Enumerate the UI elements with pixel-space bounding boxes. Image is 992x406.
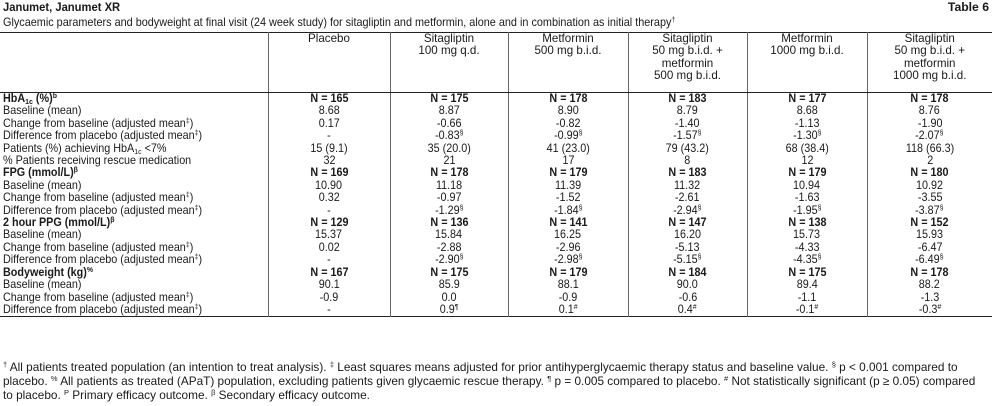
cell-text: N = 179 xyxy=(548,166,588,180)
cell-footnote-mark: § xyxy=(940,128,944,138)
column-header-3 xyxy=(508,33,628,93)
cell-text: N = 178 xyxy=(910,92,949,105)
row-label-tail: ) xyxy=(198,203,203,217)
row-label-tail: ) xyxy=(189,191,194,205)
row-label-tail: (%) xyxy=(32,92,53,105)
cell-text: -2.98 xyxy=(553,253,579,267)
cell-text: N = 178 xyxy=(548,92,588,105)
footnote-mark: ¶ xyxy=(547,374,552,384)
cell-text: -5.15 xyxy=(673,253,698,267)
cell-text: -2.88 xyxy=(436,240,462,254)
footnote-text: Primary efficacy outcome. xyxy=(69,388,212,403)
cell-text: N = 169 xyxy=(309,166,349,180)
cell-text: N = 177 xyxy=(787,92,827,105)
cell-text: N = 178 xyxy=(429,166,469,180)
footnote-text: Least squares means adjusted for prior antihyperglycaemic therapy status and baseline value. xyxy=(334,360,832,374)
footnote-text: p < 0.001 compared to placebo. xyxy=(3,360,958,389)
column-header-4 xyxy=(628,33,747,93)
cell-text: -5.13 xyxy=(675,240,700,254)
column-header-line: Metformin xyxy=(781,32,833,45)
cell-footnote-mark: # xyxy=(814,301,819,311)
cell-text: -1.57 xyxy=(673,129,698,143)
cell-text: -4.35 xyxy=(792,253,818,267)
cell-text: -6.47 xyxy=(917,240,943,254)
row-label-main: Difference from placebo (adjusted mean xyxy=(3,253,195,267)
cell-text: N = 183 xyxy=(668,92,707,105)
table-body xyxy=(0,93,992,317)
cell-text: 88.2 xyxy=(919,278,941,292)
cell-footnote-mark: § xyxy=(817,202,822,212)
cell-text: N = 175 xyxy=(429,265,469,279)
cell-text: 16.20 xyxy=(673,228,701,242)
cell-text: N = 184 xyxy=(668,265,707,279)
row-label-subscript: 1c xyxy=(25,97,33,106)
row-label-main: Patients (%) achieving HbA xyxy=(3,141,135,155)
header-row xyxy=(0,33,992,93)
row-label-footnote-mark: β xyxy=(110,215,115,225)
cell-text: 8.79 xyxy=(676,104,698,118)
row-label-main: Change from baseline (adjusted mean xyxy=(3,290,186,304)
column-header-5 xyxy=(747,33,867,93)
cell-text: 8.68 xyxy=(318,104,340,118)
table-row xyxy=(0,205,992,217)
caption-footnote-mark: † xyxy=(671,15,676,24)
column-header-line: 1000 mg b.i.d. xyxy=(893,69,967,83)
cell-text: 89.4 xyxy=(796,278,818,292)
cell-text: -0.9 xyxy=(319,290,339,304)
row-label-footnote-mark: ‡ xyxy=(194,301,199,311)
row-label-main: Difference from placebo (adjusted mean xyxy=(3,302,195,316)
footnote-text: Not statistically significant (p ≥ 0.05) compared to placebo. xyxy=(3,374,976,403)
cell-text: N = 175 xyxy=(787,265,827,279)
row-label-tail: ) xyxy=(198,129,203,143)
column-header-line: metformin xyxy=(661,56,714,70)
cell-text: 2 xyxy=(926,154,933,168)
cell-text: N = 147 xyxy=(668,216,707,230)
row-label-footnote-mark: ‡ xyxy=(185,289,190,299)
cell-text: -1.1 xyxy=(797,290,817,304)
cell-text: -2.94 xyxy=(673,203,698,217)
column-header-line: 1000 mg b.i.d. xyxy=(770,44,844,58)
cell-text: -2.90 xyxy=(434,253,460,267)
cell-text: -3.55 xyxy=(917,191,943,205)
footnote-text: All patients treated population (an intention to treat analysis). xyxy=(7,360,330,374)
column-header-6 xyxy=(867,33,992,93)
cell-text: 90.1 xyxy=(318,278,340,292)
cell-text: 11.32 xyxy=(674,178,701,192)
cell-text: 0.17 xyxy=(318,116,340,130)
cell-text: -2.96 xyxy=(555,240,581,254)
cell-text: 118 (66.3) xyxy=(905,141,954,155)
cell-text: N = 129 xyxy=(309,216,349,230)
table-row xyxy=(0,254,992,266)
cell-text: 8.76 xyxy=(919,104,941,118)
row-label-main: Difference from placebo (adjusted mean xyxy=(3,129,195,143)
cell-text: 41 (23.0) xyxy=(546,141,590,155)
cell-text: 10.90 xyxy=(315,178,343,192)
footnote-mark: β xyxy=(211,388,216,398)
cell-footnote-mark: § xyxy=(817,128,822,138)
cell-value xyxy=(795,301,819,316)
cell-text: -0.99 xyxy=(553,129,579,143)
row-label-footnote-mark: ‡ xyxy=(194,128,199,138)
cell-text: 15.84 xyxy=(435,228,463,242)
footnote-text: Secondary efficacy outcome. xyxy=(215,388,370,403)
cell-text: 8.87 xyxy=(438,104,460,118)
cell-text: -1.90 xyxy=(917,116,943,130)
row-label xyxy=(0,301,268,317)
cell-text: 0.02 xyxy=(318,240,340,254)
cell-text: -6.49 xyxy=(915,253,941,267)
table-cell xyxy=(508,301,628,317)
cell-text: 11.39 xyxy=(554,178,582,192)
cell-text: -1.63 xyxy=(794,191,820,205)
cell-text: -0.66 xyxy=(436,116,462,130)
row-label-tail: <7% xyxy=(141,141,167,155)
row-label-main: HbA xyxy=(3,92,26,105)
cell-text: -1.95 xyxy=(792,203,818,217)
cell-text: -4.33 xyxy=(794,240,820,254)
row-label-main: Baseline (mean) xyxy=(3,278,82,292)
cell-text: - xyxy=(327,203,331,217)
cell-text: 11.18 xyxy=(435,178,463,192)
cell-text: 15.93 xyxy=(916,228,944,242)
row-label-main: 2 hour PPG (mmol/L) xyxy=(3,216,111,230)
footnote-text: p = 0.005 compared to placebo. xyxy=(551,374,725,389)
cell-text: 10.94 xyxy=(793,178,821,192)
column-header-line: 500 mg b.i.d. xyxy=(653,69,722,83)
column-header-line: Sitagliptin xyxy=(662,32,713,45)
cell-footnote-mark: § xyxy=(578,202,583,212)
cell-text: 0.1 xyxy=(558,302,574,316)
cell-text: 15.37 xyxy=(315,228,343,242)
footnote-mark: % xyxy=(50,374,58,384)
cell-footnote-mark: # xyxy=(573,301,578,311)
cell-text: -2.61 xyxy=(675,191,700,205)
row-label-text xyxy=(3,301,203,316)
cell-text: -1.3 xyxy=(920,290,940,304)
cell-text: N = 179 xyxy=(548,265,588,279)
row-label-subscript: 1c xyxy=(134,146,142,156)
row-label-main: Difference from placebo (adjusted mean xyxy=(3,203,195,217)
row-label-main: Baseline (mean) xyxy=(3,178,82,192)
cell-text: 35 (20.0) xyxy=(427,141,471,155)
cell-text: 0.32 xyxy=(318,191,340,205)
row-label-footnote-mark: ‡ xyxy=(185,239,190,249)
cell-text: 68 (38.4) xyxy=(785,141,829,155)
column-header-line: metformin xyxy=(903,56,956,70)
cell-text: -0.82 xyxy=(555,116,581,130)
section-row xyxy=(0,167,992,179)
row-label-main: Change from baseline (adjusted mean xyxy=(3,240,186,254)
cell-text: -0.83 xyxy=(434,129,460,143)
row-label-footnote-mark: ‡ xyxy=(194,202,199,212)
column-header-line: 100 mg q.d. xyxy=(418,44,480,58)
table-cell xyxy=(747,301,867,317)
cell-text: -1.30 xyxy=(792,129,818,143)
cell-text: N = 167 xyxy=(309,265,349,279)
row-label-footnote-mark: % xyxy=(86,264,94,274)
cell-text: - xyxy=(327,129,331,143)
cell-value xyxy=(558,301,578,316)
caption-text: Glycaemic parameters and bodyweight at final visit (24 week study) for sitagliptin and metformin, alone and in combination as initial therapy xyxy=(3,15,672,29)
cell-text: -3.87 xyxy=(915,203,941,217)
column-header-line: Metformin xyxy=(542,32,594,45)
row-label-footnote-mark: β xyxy=(73,165,78,175)
cell-text: N = 180 xyxy=(910,166,949,180)
cell-text: -1.40 xyxy=(675,116,700,130)
row-label-main: Change from baseline (adjusted mean xyxy=(3,191,186,205)
cell-text: 0.4 xyxy=(678,302,694,316)
cell-text: N = 183 xyxy=(668,166,707,180)
row-label-main: % Patients receiving rescue medication xyxy=(3,154,192,168)
row-label-footnote-mark: ‡ xyxy=(185,115,190,125)
table-cell xyxy=(268,304,390,317)
cell-footnote-mark: § xyxy=(459,252,464,262)
product-title: Janumet, Janumet XR xyxy=(3,0,121,14)
section-row xyxy=(0,217,992,229)
row-label-tail: ) xyxy=(189,240,194,254)
cell-text: 79 (43.2) xyxy=(665,141,710,155)
cell-footnote-mark: § xyxy=(697,128,702,138)
cell-value xyxy=(439,301,459,316)
cell-text: 15.73 xyxy=(793,228,821,242)
column-header-1 xyxy=(268,33,390,93)
cell-text: 21 xyxy=(442,154,456,168)
cell-text: N = 136 xyxy=(429,216,469,230)
row-label-main: Change from baseline (adjusted mean xyxy=(3,116,186,130)
cell-footnote-mark: ¶ xyxy=(454,301,459,311)
footnotes xyxy=(3,360,988,403)
section-row xyxy=(0,267,992,279)
cell-text: 90.0 xyxy=(676,278,698,292)
cell-footnote-mark: § xyxy=(697,202,702,212)
column-header-line: 50 mg b.i.d. + xyxy=(894,44,966,58)
cell-text: 0.9 xyxy=(439,302,455,316)
cell-value xyxy=(327,304,331,316)
cell-footnote-mark: # xyxy=(937,301,941,311)
cell-footnote-mark: # xyxy=(693,301,697,311)
cell-text: N = 175 xyxy=(429,92,469,105)
cell-text: 8 xyxy=(684,154,691,168)
row-label-footnote-mark: ‡ xyxy=(194,252,199,262)
cell-text: 88.1 xyxy=(557,278,579,292)
cell-text: 16.25 xyxy=(554,228,582,242)
table-cell xyxy=(867,301,992,317)
row-label-main: Bodyweight (kg) xyxy=(3,265,87,279)
column-header-line: Placebo xyxy=(308,32,350,45)
cell-text: - xyxy=(327,253,331,267)
table-cell xyxy=(628,301,747,317)
cell-text: -0.1 xyxy=(795,302,815,316)
cell-footnote-mark: § xyxy=(459,128,464,138)
table-row xyxy=(0,304,992,317)
cell-text: - xyxy=(327,302,331,316)
results-table xyxy=(0,32,992,317)
column-header-line: 50 mg b.i.d. + xyxy=(652,44,723,58)
cell-text: N = 165 xyxy=(309,92,349,105)
cell-text: N = 141 xyxy=(548,216,588,230)
column-header-line: Sitagliptin xyxy=(423,32,475,45)
row-label-main: Baseline (mean) xyxy=(3,228,82,242)
column-header-2 xyxy=(390,33,508,93)
cell-value xyxy=(678,301,697,316)
footnote-mark: † xyxy=(3,360,8,369)
row-label-footnote-mark: b xyxy=(52,91,57,100)
cell-footnote-mark: § xyxy=(459,202,464,212)
row-label-main: FPG (mmol/L) xyxy=(3,166,74,180)
cell-text: -0.3 xyxy=(918,302,938,316)
cell-text: 85.9 xyxy=(438,278,460,292)
cell-text: N = 152 xyxy=(910,216,949,230)
footnote-mark: P xyxy=(64,388,70,398)
cell-footnote-mark: § xyxy=(940,202,944,212)
cell-text: -0.6 xyxy=(678,290,697,304)
cell-text: N = 179 xyxy=(787,166,827,180)
cell-footnote-mark: § xyxy=(697,252,702,262)
cell-text: -2.07 xyxy=(915,129,941,143)
footnote-mark: ‡ xyxy=(329,360,334,369)
cell-text: -0.97 xyxy=(436,191,462,205)
cell-text: 10.92 xyxy=(916,178,944,192)
cell-text: -0.9 xyxy=(558,290,578,304)
footnote-mark: § xyxy=(831,360,836,369)
cell-footnote-mark: § xyxy=(578,252,583,262)
cell-text: 17 xyxy=(561,154,575,168)
cell-text: -1.29 xyxy=(434,203,460,217)
cell-footnote-mark: § xyxy=(578,128,583,138)
footnote-mark: # xyxy=(724,374,729,384)
table-row xyxy=(0,155,992,167)
row-label-tail: ) xyxy=(198,253,203,267)
cell-text: 0.0 xyxy=(441,290,457,304)
row-label-main: Baseline (mean) xyxy=(3,104,82,118)
cell-text: 15 (9.1) xyxy=(310,141,348,155)
cell-text: N = 138 xyxy=(787,216,827,230)
section-row xyxy=(0,93,992,106)
cell-text: 8.68 xyxy=(796,104,818,118)
column-header-line: Sitagliptin xyxy=(904,32,955,45)
row-label-footnote-mark: ‡ xyxy=(185,190,190,200)
row-label-tail: ) xyxy=(189,290,194,304)
footnote-text: All patients as treated (APaT) population, excluding patients given glycaemic rescue therapy. xyxy=(57,374,548,389)
cell-footnote-mark: § xyxy=(817,252,822,262)
cell-text: 12 xyxy=(800,154,814,168)
cell-text: -1.13 xyxy=(794,116,820,130)
cell-text: -1.84 xyxy=(553,203,579,217)
cell-value xyxy=(918,301,941,316)
table-cell xyxy=(390,301,508,317)
table-caption xyxy=(3,15,675,29)
cell-text: N = 178 xyxy=(910,265,949,279)
cell-text: -1.52 xyxy=(555,191,581,205)
table-number: Table 6 xyxy=(947,0,989,14)
cell-footnote-mark: § xyxy=(940,252,944,262)
cell-text: 8.90 xyxy=(557,104,579,118)
header-blank xyxy=(0,33,268,93)
row-label-tail: ) xyxy=(189,116,194,130)
column-header-line: 500 mg b.i.d. xyxy=(534,44,602,58)
row-label-tail: ) xyxy=(198,302,203,316)
cell-text: 32 xyxy=(322,154,336,168)
